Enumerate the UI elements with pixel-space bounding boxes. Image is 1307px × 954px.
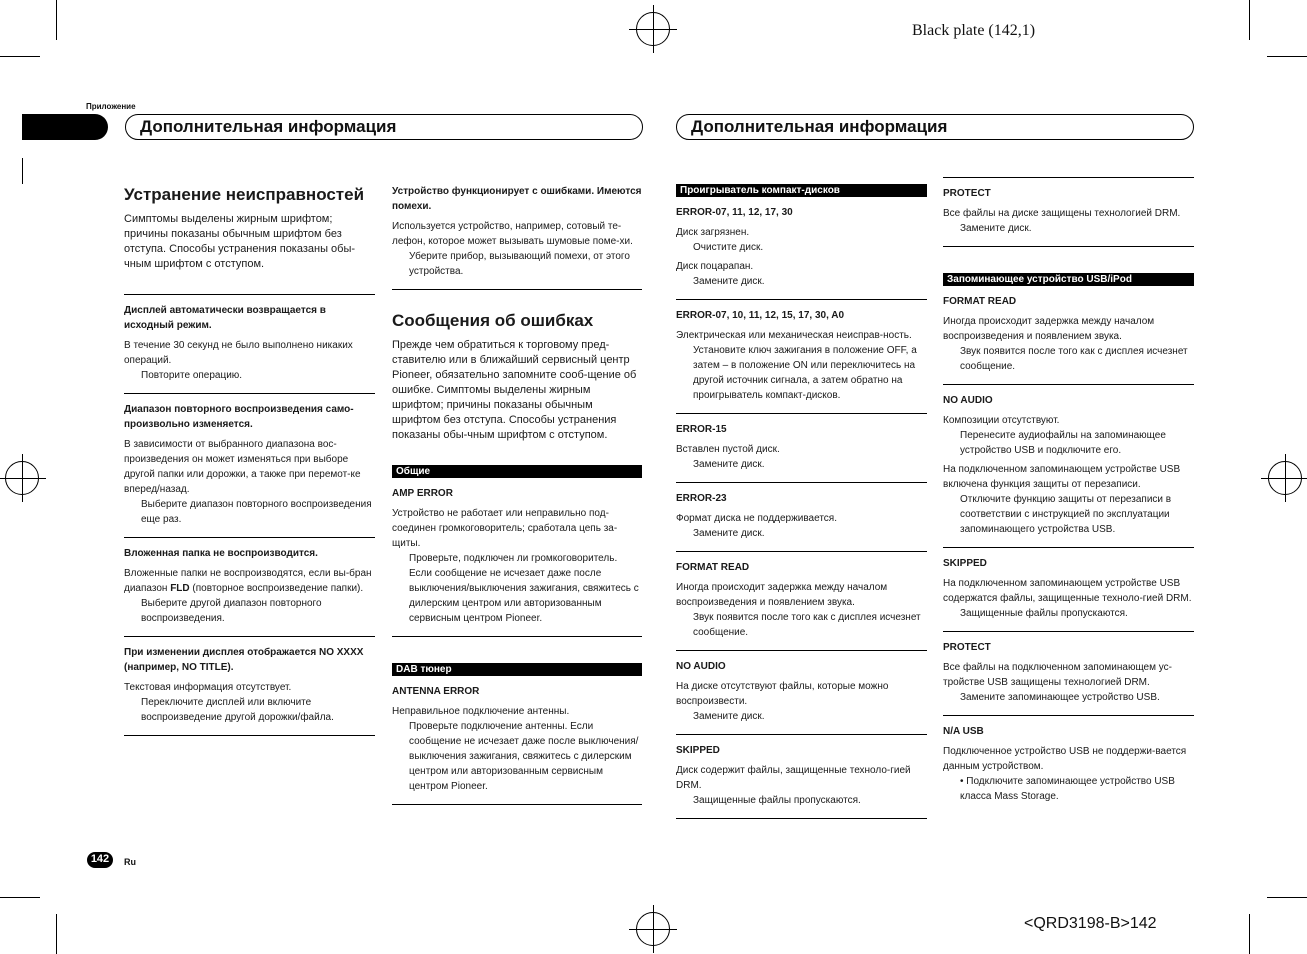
entry-cause: Иногда происходит задержка между началом воспроизведения и появлением звука. xyxy=(943,316,1155,342)
crop-mark xyxy=(0,897,40,898)
entry-cause: На подключенном запоминающем устройстве USB содержатся файлы, защищенные техноло-гией DRM. xyxy=(943,578,1192,604)
entry-cause: В течение 30 секунд не было выполнено никаких операций. xyxy=(124,340,353,366)
section-bar-usb: Запоминающее устройство USB/iPod xyxy=(943,273,1194,286)
entry-title: FORMAT READ xyxy=(943,296,1017,307)
entry-title: NO AUDIO xyxy=(943,395,993,406)
entry-remedy: Замените диск. xyxy=(693,276,765,287)
entry-cause: Иногда происходит задержка между началом воспроизведения и появлением звука. xyxy=(676,582,888,608)
entry-title: ANTENNA ERROR xyxy=(392,686,480,697)
crop-mark xyxy=(56,0,57,40)
entry-remedy: Переключите дисплей или включите воспроизведение другой дорожки/файла. xyxy=(141,697,334,723)
entry-title: ERROR-07, 10, 11, 12, 15, 17, 30, A0 xyxy=(676,310,845,321)
section-bar-cd: Проигрыватель компакт-дисков xyxy=(676,184,927,197)
entry-title: Вложенная папка не воспроизводится. xyxy=(124,548,318,559)
entry-remedy: Проверьте подключение антенны. Если сообщение не исчезает даже после выключения/выключения зажигания, свяжитесь с дилерским центром или авторизованным сервисным центром Pioneer. xyxy=(409,721,639,792)
entry xyxy=(676,551,927,640)
entry xyxy=(943,384,1194,537)
entry xyxy=(392,184,642,279)
entry-cause: Все файлы на подключенном запоминающем ус-тройстве USB защищены технологией DRM. xyxy=(943,662,1172,688)
entry-remedy: Уберите прибор, вызывающий помехи, от этого устройства. xyxy=(409,251,630,277)
page-number-badge: 142 xyxy=(87,852,113,868)
entry-remedy: Очистите диск. xyxy=(693,242,764,253)
entry-title: PROTECT xyxy=(943,188,991,199)
entry xyxy=(124,636,375,725)
entry-cause: Композиции отсутствуют. xyxy=(943,415,1060,426)
entry-cause: Все файлы на диске защищены технологией DRM. xyxy=(943,208,1181,219)
entry-cause xyxy=(124,566,375,596)
divider xyxy=(943,246,1194,247)
entry-title: NO AUDIO xyxy=(676,661,726,672)
entry-remedy: Звук появится после того как с дисплея исчезнет сообщение. xyxy=(693,612,921,638)
entry-remedy: Замените диск. xyxy=(960,223,1032,234)
divider xyxy=(392,636,642,637)
troubleshooting-title: Устранение неисправностей xyxy=(124,185,365,204)
entry-remedy: Проверьте, подключен ли громкоговоритель. Если сообщение не исчезает даже после выключения/выключения зажигания, свяжитесь с дилерским центром или авторизованным сервисным центром Pioneer. xyxy=(409,553,639,624)
language-label: Ru xyxy=(124,857,136,867)
column-troubleshooting xyxy=(124,184,375,736)
entry-remedy: Перенесите аудиофайлы на запоминающее устройство USB и подключите его. xyxy=(960,430,1166,456)
entry-cause: Текстовая информация отсутствует. xyxy=(124,682,292,693)
entry-title: ERROR-23 xyxy=(676,493,727,504)
entry xyxy=(392,684,642,794)
crop-mark xyxy=(1249,914,1250,954)
crop-mark xyxy=(1267,897,1307,898)
entry xyxy=(676,734,927,808)
entry-title: ERROR-07, 11, 12, 17, 30 xyxy=(676,207,793,218)
cause-bold: FLD xyxy=(170,583,190,594)
entry-remedy: Замените запоминающее устройство USB. xyxy=(960,692,1160,703)
entry-cause: Используется устройство, например, сотовый те-лефон, которое может вызывать шумовые поме-хи. xyxy=(392,221,633,247)
page-header-right: Дополнительная информация xyxy=(676,114,1194,140)
column-errors-general xyxy=(392,184,642,805)
entry-title: Дисплей автоматически возвращается в исходный режим. xyxy=(124,305,326,331)
entry-remedy: Установите ключ зажигания в положение OFF, а затем – в положение ON или переключитесь на другой источник сигнала, а затем обратно на проигрыватель компакт-дисков. xyxy=(693,345,917,401)
intro-text: Прежде чем обратиться к торговому пред-ставителю или в ближайший сервисный центр Pioneer, обязательно запомните сооб-щение об ошибке. Симптомы выделены жирным шрифтом; причины показаны обычным шрифтом без отступа. Способы устранения показаны обы-чным шрифтом с отступом. xyxy=(392,339,637,441)
entry-title: SKIPPED xyxy=(676,745,720,756)
registration-mark-icon xyxy=(5,461,39,495)
entry xyxy=(676,205,927,289)
entry-title: Диапазон повторного воспроизведения само-произвольно изменяется. xyxy=(124,404,354,430)
crop-mark xyxy=(22,158,23,184)
document-code: <QRD3198-B>142 xyxy=(1024,915,1157,932)
registration-mark-icon xyxy=(636,912,670,946)
error-messages-title: Сообщения об ошибках xyxy=(392,311,594,330)
entry-remedy: Защищенные файлы пропускаются. xyxy=(693,795,861,806)
entry xyxy=(124,537,375,626)
entry xyxy=(943,715,1194,804)
crop-mark xyxy=(56,914,57,954)
entry-cause: На подключенном запоминающем устройстве USB включена функция защиты от перезаписи. xyxy=(943,464,1181,490)
entry-cause: Вставлен пустой диск. xyxy=(676,444,780,455)
entry-title: При изменении дисплея отображается NO XXXX (например, NO TITLE). xyxy=(124,647,364,673)
entry-cause: Устройство не работает или неправильно под-соединен громкоговоритель; сработала цепь за-щиты. xyxy=(392,508,618,549)
registration-mark-icon xyxy=(1268,461,1302,495)
entry-remedy: • Подключите запоминающее устройство USB класса Mass Storage. xyxy=(960,776,1175,802)
entry-cause: Диск поцарапан. xyxy=(676,261,754,272)
registration-mark-icon xyxy=(636,12,670,46)
section-label: Приложение xyxy=(86,102,136,111)
entry-cause: Подключенное устройство USB не поддержи-вается данным устройством. xyxy=(943,746,1187,772)
entry-remedy: Выберите диапазон повторного воспроизведения еще раз. xyxy=(141,499,372,525)
entry-cause: На диске отсутствуют файлы, которые можно воспроизвести. xyxy=(676,681,889,707)
column-usb xyxy=(943,177,1194,814)
entry-remedy: Замените диск. xyxy=(693,528,765,539)
section-bar-dab: DAB тюнер xyxy=(392,663,642,676)
cause-part: Вложенные папки не воспроизводятся, если вы-бран диапазон xyxy=(124,568,372,594)
entry xyxy=(124,294,375,383)
entry-remedy: Замените диск. xyxy=(693,711,765,722)
entry xyxy=(676,413,927,472)
divider xyxy=(124,735,375,736)
entry-remedy: Звук появится после того как с дисплея исчезнет сообщение. xyxy=(960,346,1188,372)
entry-remedy: Отключите функцию защиты от перезаписи в соответствии с инструкцией по эксплуатации запоминающего устройства USB. xyxy=(960,494,1172,535)
entry xyxy=(943,177,1194,236)
intro-text: Симптомы выделены жирным шрифтом; причины показаны обычным шрифтом без отступа. Способы устранения показаны обы-чным шрифтом с отступом. xyxy=(124,213,356,270)
section-bar-general: Общие xyxy=(392,465,642,478)
entry-cause: Диск загрязнен. xyxy=(676,227,750,238)
cause-part: (повторное воспроизведение папки). xyxy=(189,583,364,594)
entry-cause: Диск содержит файлы, защищенные техноло-гией DRM. xyxy=(676,765,911,791)
entry-title: SKIPPED xyxy=(943,558,987,569)
entry-cause: Неправильное подключение антенны. xyxy=(392,706,570,717)
entry xyxy=(392,486,642,626)
entry xyxy=(676,482,927,541)
entry-title: Устройство функционирует с ошибками. Имеются помехи. xyxy=(392,186,642,212)
crop-mark xyxy=(1249,0,1250,40)
crop-mark xyxy=(0,56,40,57)
divider xyxy=(392,804,642,805)
divider xyxy=(676,818,927,819)
plate-label: Black plate (142,1) xyxy=(912,22,1036,39)
entry xyxy=(676,650,927,724)
entry-title: AMP ERROR xyxy=(392,488,453,499)
entry-remedy: Защищенные файлы пропускаются. xyxy=(960,608,1128,619)
divider xyxy=(392,289,642,290)
section-tab xyxy=(22,114,108,140)
entry-remedy: Повторите операцию. xyxy=(141,370,243,381)
entry xyxy=(124,393,375,527)
entry-cause: Формат диска не поддерживается. xyxy=(676,513,837,524)
page-header-left: Дополнительная информация xyxy=(125,114,643,140)
entry-title: PROTECT xyxy=(943,642,991,653)
entry xyxy=(943,294,1194,374)
column-cd-player xyxy=(676,184,927,819)
entry-title: FORMAT READ xyxy=(676,562,750,573)
entry xyxy=(676,299,927,403)
entry-cause: В зависимости от выбранного диапазона вос-произведения он может изменяться при выборе другой папки или дорожки, а также при перемот-ке вперед/назад. xyxy=(124,439,361,495)
entry xyxy=(943,547,1194,621)
entry-title: ERROR-15 xyxy=(676,424,727,435)
entry-remedy: Замените диск. xyxy=(693,459,765,470)
crop-mark xyxy=(1267,56,1307,57)
entry-title: N/A USB xyxy=(943,726,984,737)
entry-cause: Электрическая или механическая неисправ-ность. xyxy=(676,330,912,341)
entry-remedy: Выберите другой диапазон повторного воспроизведения. xyxy=(141,598,322,624)
entry xyxy=(943,631,1194,705)
